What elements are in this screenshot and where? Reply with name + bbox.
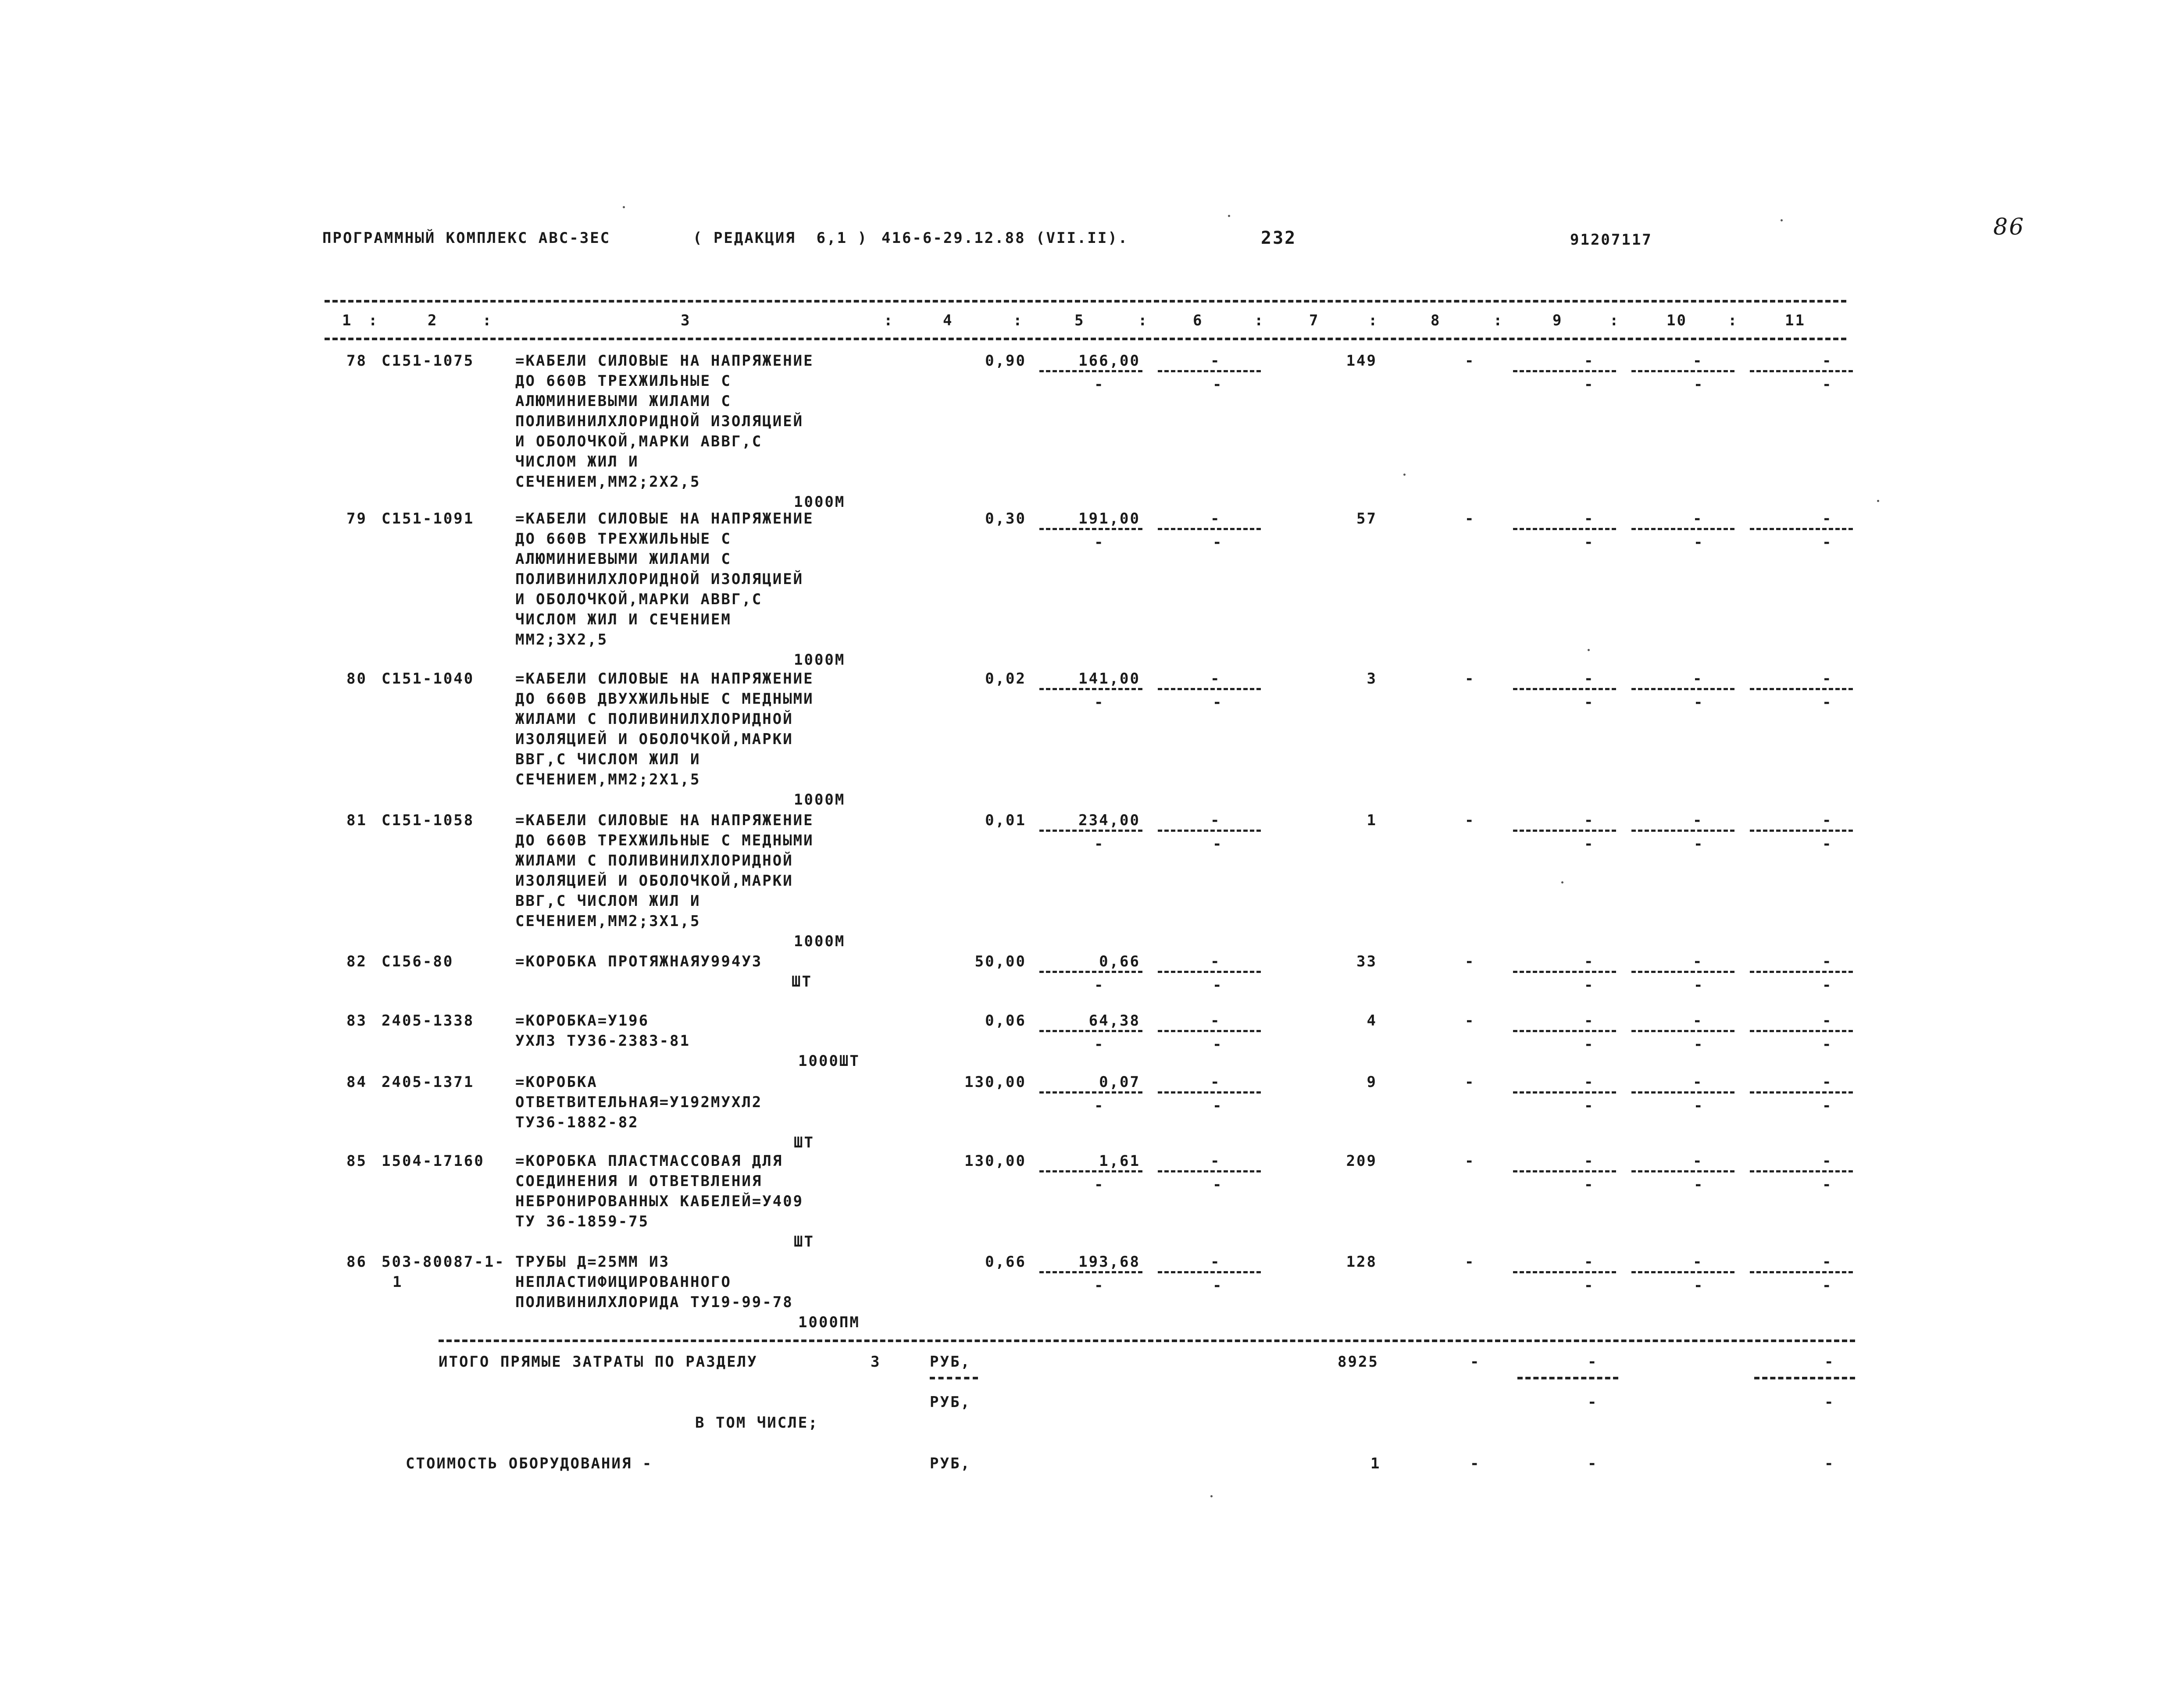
item-underline-10 [1631, 528, 1734, 530]
item-underline-11 [1750, 971, 1853, 973]
item-description-line: ТУ36-1882-82 [515, 1114, 639, 1131]
item-col6: - [1210, 1253, 1221, 1271]
col-number-4: 4 [943, 312, 953, 329]
col-separator: : [1368, 312, 1379, 329]
item-col10-sub: - [1694, 1036, 1704, 1053]
item-col9: - [1584, 812, 1595, 829]
item-col10-sub: - [1694, 1176, 1704, 1194]
item-underline-9 [1513, 1091, 1616, 1094]
item-underline-5 [1039, 1271, 1142, 1273]
item-col6-sub: - [1213, 835, 1223, 853]
item-col8: - [1465, 670, 1475, 688]
totals-col11-sub: - [1824, 1393, 1835, 1411]
item-description-line: ММ2;3Х2,5 [515, 631, 608, 648]
item-col8: - [1465, 812, 1475, 829]
item-unit-price: 141,00 [1078, 670, 1140, 688]
item-col11-sub: - [1822, 1277, 1833, 1294]
item-col6: - [1210, 953, 1221, 970]
scan-speck [1588, 649, 1590, 651]
col-number-1: 1 [342, 312, 353, 329]
item-description-line: ЧИСЛОМ ЖИЛ И СЕЧЕНИЕМ [515, 611, 732, 628]
item-col10: - [1693, 1152, 1703, 1170]
item-unit: 1000М [794, 791, 846, 809]
item-description-line: НЕПЛАСТИФИЦИРОВАННОГО [515, 1273, 732, 1291]
item-unit: 1000ШТ [798, 1052, 860, 1070]
col-number-2: 2 [428, 312, 438, 329]
item-number: 86 [346, 1253, 367, 1271]
item-description-line: СЕЧЕНИЕМ,ММ2;3Х1,5 [515, 912, 701, 930]
item-code: С151-1091 [382, 510, 475, 527]
equipment-unit: РУБ, [930, 1455, 971, 1472]
item-number: 84 [346, 1073, 367, 1091]
item-description-line: =КОРОБКА=У196 [515, 1012, 649, 1030]
item-underline-10 [1631, 971, 1734, 973]
item-unit: 1000М [794, 933, 846, 950]
item-code-cont: 1 [393, 1273, 403, 1291]
item-col9-sub: - [1584, 534, 1595, 551]
item-description-line: ИЗОЛЯЦИЕЙ И ОБОЛОЧКОЙ,МАРКИ [515, 872, 793, 890]
col-separator: : [884, 312, 894, 329]
item-col9-sub: - [1584, 376, 1595, 393]
item-description-line: ЧИСЛОМ ЖИЛ И [515, 453, 639, 470]
item-underline-10 [1631, 1091, 1734, 1094]
item-col8: - [1465, 352, 1475, 370]
item-description-line: =КОРОБКА ПЛАСТМАССОВАЯ ДЛЯ [515, 1152, 783, 1170]
item-underline-6 [1158, 1271, 1261, 1273]
totals-col9: - [1588, 1353, 1598, 1371]
equipment-col8: - [1470, 1455, 1481, 1472]
item-description-line: =КОРОБКА [515, 1073, 598, 1091]
col-separator: : [1609, 312, 1620, 329]
item-underline-9 [1513, 1030, 1616, 1032]
item-quantity: 0,01 [985, 812, 1026, 829]
item-quantity: 0,02 [985, 670, 1026, 688]
item-unit-price: 191,00 [1078, 510, 1140, 527]
item-underline-9 [1513, 528, 1616, 530]
col-number-5: 5 [1074, 312, 1085, 329]
item-col5-sub: - [1094, 835, 1105, 853]
item-col11-sub: - [1822, 694, 1833, 711]
item-col6-sub: - [1213, 534, 1223, 551]
item-unit: ШТ [794, 1233, 814, 1251]
item-underline-9 [1513, 830, 1616, 832]
header-bottom-rule [325, 338, 1846, 340]
item-description-line: ПОЛИВИНИЛХЛОРИДНОЙ ИЗОЛЯЦИЕЙ [515, 570, 804, 588]
item-total: 209 [1346, 1152, 1377, 1170]
item-description-line: ДО 660В ТРЕХЖИЛЬНЫЕ С МЕДНЫМИ [515, 832, 814, 849]
item-total: 4 [1367, 1012, 1377, 1030]
col-number-9: 9 [1552, 312, 1563, 329]
item-quantity: 0,30 [985, 510, 1026, 527]
item-col9: - [1584, 953, 1595, 970]
item-underline-9 [1513, 971, 1616, 973]
item-col10: - [1693, 670, 1703, 688]
item-unit-price: 166,00 [1078, 352, 1140, 370]
item-underline-6 [1158, 1091, 1261, 1094]
totals-unit-2: РУБ, [930, 1393, 971, 1411]
item-col6-sub: - [1213, 1277, 1223, 1294]
item-underline-5 [1039, 1091, 1142, 1094]
col-separator: : [1138, 312, 1149, 329]
item-underline-6 [1158, 528, 1261, 530]
item-underline-5 [1039, 1170, 1142, 1172]
item-col8: - [1465, 1073, 1475, 1091]
col-separator: : [1013, 312, 1024, 329]
item-description-line: АЛЮМИНИЕВЫМИ ЖИЛАМИ С [515, 550, 732, 568]
item-col9: - [1584, 1012, 1595, 1030]
item-code: 503-80087-1- [382, 1253, 505, 1271]
item-col8: - [1465, 1253, 1475, 1271]
item-total: 57 [1356, 510, 1377, 527]
item-underline-6 [1158, 1170, 1261, 1172]
item-col11-sub: - [1822, 534, 1833, 551]
item-col11: - [1822, 953, 1833, 970]
item-description-line: ТРУБЫ Д=25ММ ИЗ [515, 1253, 670, 1271]
item-col9-sub: - [1584, 1036, 1595, 1053]
item-col9-sub: - [1584, 1176, 1595, 1194]
item-unit-price: 0,66 [1099, 953, 1140, 970]
item-underline-9 [1513, 370, 1616, 372]
item-description-line: И ОБОЛОЧКОЙ,МАРКИ АВВГ,С [515, 591, 763, 608]
item-underline-10 [1631, 1170, 1734, 1172]
col-separator: : [482, 312, 493, 329]
item-col6: - [1210, 812, 1221, 829]
item-underline-10 [1631, 688, 1734, 690]
totals-col9-sub: - [1588, 1393, 1598, 1411]
item-description-line: И ОБОЛОЧКОЙ,МАРКИ АВВГ,С [515, 433, 763, 450]
item-col10-sub: - [1694, 1277, 1704, 1294]
totals-underline-9 [1517, 1377, 1618, 1379]
col-number-10: 10 [1667, 312, 1687, 329]
item-number: 85 [346, 1152, 367, 1170]
item-description-line: ДО 660В ДВУХЖИЛЬНЫЕ С МЕДНЫМИ [515, 690, 814, 708]
item-number: 82 [346, 953, 367, 970]
including-label: В ТОМ ЧИСЛЕ; [695, 1414, 819, 1432]
item-description-line: =КАБЕЛИ СИЛОВЫЕ НА НАПРЯЖЕНИЕ [515, 510, 814, 527]
scan-speck [1403, 474, 1406, 476]
item-description-line: =КАБЕЛИ СИЛОВЫЕ НА НАПРЯЖЕНИЕ [515, 352, 814, 370]
item-underline-6 [1158, 971, 1261, 973]
item-code: 2405-1371 [382, 1073, 475, 1091]
item-underline-5 [1039, 370, 1142, 372]
col-separator: : [1493, 312, 1504, 329]
item-col5-sub: - [1094, 694, 1105, 711]
item-quantity: 50,00 [974, 953, 1026, 970]
item-col8: - [1465, 1012, 1475, 1030]
header-top-rule [325, 300, 1846, 303]
item-underline-10 [1631, 1030, 1734, 1032]
item-col6: - [1210, 1012, 1221, 1030]
col-number-11: 11 [1785, 312, 1806, 329]
item-col10-sub: - [1694, 376, 1704, 393]
equipment-col11: - [1824, 1455, 1835, 1472]
item-col10: - [1693, 1253, 1703, 1271]
item-unit: ШТ [792, 973, 812, 990]
item-underline-11 [1750, 1271, 1853, 1273]
item-col5-sub: - [1094, 1097, 1105, 1115]
totals-col8: - [1470, 1353, 1481, 1371]
item-quantity: 130,00 [964, 1152, 1026, 1170]
col-number-3: 3 [681, 312, 691, 329]
page-number: 232 [1261, 228, 1297, 248]
totals-rule [439, 1340, 1855, 1342]
item-description-line: ВВГ,С ЧИСЛОМ ЖИЛ И [515, 892, 701, 910]
item-description-line: ДО 660В ТРЕХЖИЛЬНЫЕ С [515, 530, 732, 548]
item-unit: 1000М [794, 493, 846, 511]
item-underline-6 [1158, 830, 1261, 832]
item-col9-sub: - [1584, 694, 1595, 711]
equipment-col9: - [1588, 1455, 1598, 1472]
program-name: ПРОГРАММНЫЙ КОМПЛЕКС АВС-3ЕС [322, 229, 611, 247]
item-col9: - [1584, 1253, 1595, 1271]
item-col6: - [1210, 670, 1221, 688]
item-col11: - [1822, 812, 1833, 829]
item-col11-sub: - [1822, 376, 1833, 393]
item-description-line: ДО 660В ТРЕХЖИЛЬНЫЕ С [515, 372, 732, 390]
item-description-line: ЖИЛАМИ С ПОЛИВИНИЛХЛОРИДНОЙ [515, 852, 793, 869]
item-underline-5 [1039, 971, 1142, 973]
item-code: С151-1058 [382, 812, 475, 829]
item-number: 80 [346, 670, 367, 688]
item-col10-sub: - [1694, 694, 1704, 711]
item-description-line: ПОЛИВИНИЛХЛОРИДА ТУ19-99-78 [515, 1293, 793, 1311]
item-col8: - [1465, 953, 1475, 970]
item-description-line: НЕБРОНИРОВАННЫХ КАБЕЛЕЙ=У409 [515, 1193, 804, 1210]
item-underline-11 [1750, 830, 1853, 832]
col-number-7: 7 [1309, 312, 1320, 329]
item-col10-sub: - [1694, 1097, 1704, 1115]
item-number: 78 [346, 352, 367, 370]
item-col11: - [1822, 1253, 1833, 1271]
item-col6-sub: - [1213, 976, 1223, 994]
item-total: 33 [1356, 953, 1377, 970]
item-col8: - [1465, 1152, 1475, 1170]
item-underline-11 [1750, 1170, 1853, 1172]
item-col9: - [1584, 352, 1595, 370]
item-col11-sub: - [1822, 976, 1833, 994]
totals-label: ИТОГО ПРЯМЫЕ ЗАТРАТЫ ПО РАЗДЕЛУ [439, 1353, 758, 1371]
item-col11: - [1822, 510, 1833, 527]
item-col10: - [1693, 510, 1703, 527]
item-code: С151-1040 [382, 670, 475, 688]
item-col10-sub: - [1694, 835, 1704, 853]
item-number: 79 [346, 510, 367, 527]
reference: 416-6-29.12.88 (VII.II). [881, 229, 1129, 247]
equipment-label: СТОИМОСТЬ ОБОРУДОВАНИЯ - [406, 1455, 653, 1472]
col-number-6: 6 [1193, 312, 1203, 329]
item-total: 149 [1346, 352, 1377, 370]
item-underline-11 [1750, 688, 1853, 690]
item-underline-5 [1039, 528, 1142, 530]
item-total: 1 [1367, 812, 1377, 829]
item-col9: - [1584, 1152, 1595, 1170]
totals-underline-4 [930, 1377, 978, 1379]
col-separator: : [368, 312, 379, 329]
item-unit-price: 1,61 [1099, 1152, 1140, 1170]
item-number: 81 [346, 812, 367, 829]
item-col11: - [1822, 352, 1833, 370]
scan-speck [623, 206, 625, 208]
item-underline-9 [1513, 688, 1616, 690]
item-col9-sub: - [1584, 835, 1595, 853]
item-col6: - [1210, 1152, 1221, 1170]
item-number: 83 [346, 1012, 367, 1030]
item-code: 2405-1338 [382, 1012, 475, 1030]
item-unit-price: 234,00 [1078, 812, 1140, 829]
item-quantity: 130,00 [964, 1073, 1026, 1091]
item-underline-10 [1631, 370, 1734, 372]
totals-unit: РУБ, [930, 1353, 971, 1371]
item-underline-10 [1631, 1271, 1734, 1273]
item-col11-sub: - [1822, 1036, 1833, 1053]
item-total: 3 [1367, 670, 1377, 688]
item-underline-9 [1513, 1170, 1616, 1172]
item-col5-sub: - [1094, 1277, 1105, 1294]
item-underline-11 [1750, 1030, 1853, 1032]
edition: ( РЕДАКЦИЯ 6,1 ) [693, 229, 868, 247]
item-col6-sub: - [1213, 1036, 1223, 1053]
item-col5-sub: - [1094, 1176, 1105, 1194]
item-underline-11 [1750, 528, 1853, 530]
item-underline-5 [1039, 688, 1142, 690]
item-description-line: =КАБЕЛИ СИЛОВЫЕ НА НАПРЯЖЕНИЕ [515, 670, 814, 688]
item-underline-10 [1631, 830, 1734, 832]
document-code: 91207117 [1570, 231, 1652, 249]
item-description-line: ОТВЕТВИТЕЛЬНАЯ=У192МУХЛ2 [515, 1094, 763, 1111]
item-description-line: ИЗОЛЯЦИЕЙ И ОБОЛОЧКОЙ,МАРКИ [515, 730, 793, 748]
item-col10-sub: - [1694, 534, 1704, 551]
equipment-total: 1 [1370, 1455, 1381, 1472]
scan-speck [1228, 215, 1230, 217]
item-quantity: 0,06 [985, 1012, 1026, 1030]
item-description-line: СЕЧЕНИЕМ,ММ2;2Х2,5 [515, 473, 701, 491]
item-col6: - [1210, 352, 1221, 370]
item-unit-price: 0,07 [1099, 1073, 1140, 1091]
item-col9: - [1584, 510, 1595, 527]
item-code: С151-1075 [382, 352, 475, 370]
scan-speck [1210, 1495, 1213, 1497]
item-underline-6 [1158, 1030, 1261, 1032]
item-description-line: СОЕДИНЕНИЯ И ОТВЕТВЛЕНИЯ [515, 1172, 763, 1190]
scan-speck [1781, 219, 1783, 221]
item-description-line: ВВГ,С ЧИСЛОМ ЖИЛ И [515, 751, 701, 768]
totals-section: 3 [871, 1353, 881, 1371]
item-description-line: =КОРОБКА ПРОТЯЖНАЯУ994У3 [515, 953, 763, 970]
totals-col11: - [1824, 1353, 1835, 1371]
item-col11-sub: - [1822, 1097, 1833, 1115]
item-col10: - [1693, 812, 1703, 829]
item-col10: - [1693, 1073, 1703, 1091]
item-col6-sub: - [1213, 1097, 1223, 1115]
item-total: 128 [1346, 1253, 1377, 1271]
col-number-8: 8 [1431, 312, 1441, 329]
item-col6-sub: - [1213, 694, 1223, 711]
item-col6-sub: - [1213, 1176, 1223, 1194]
item-description-line: ЖИЛАМИ С ПОЛИВИНИЛХЛОРИДНОЙ [515, 710, 793, 728]
item-underline-11 [1750, 1091, 1853, 1094]
item-description-line: УХЛ3 ТУ36-2383-81 [515, 1032, 690, 1050]
item-col11: - [1822, 1152, 1833, 1170]
item-underline-6 [1158, 688, 1261, 690]
item-description-line: СЕЧЕНИЕМ,ММ2;2Х1,5 [515, 771, 701, 788]
item-unit: ШТ [794, 1134, 814, 1151]
item-col11-sub: - [1822, 835, 1833, 853]
item-col6: - [1210, 510, 1221, 527]
item-col5-sub: - [1094, 534, 1105, 551]
item-description-line: ТУ 36-1859-75 [515, 1213, 649, 1230]
totals-underline-11 [1754, 1377, 1855, 1379]
item-quantity: 0,66 [985, 1253, 1026, 1271]
item-col9: - [1584, 670, 1595, 688]
item-col10: - [1693, 953, 1703, 970]
item-col9-sub: - [1584, 1097, 1595, 1115]
scan-speck [1877, 500, 1879, 502]
item-total: 9 [1367, 1073, 1377, 1091]
item-col11: - [1822, 1073, 1833, 1091]
item-underline-5 [1039, 1030, 1142, 1032]
item-col5-sub: - [1094, 1036, 1105, 1053]
item-col11: - [1822, 1012, 1833, 1030]
item-underline-11 [1750, 370, 1853, 372]
item-unit: 1000М [794, 651, 846, 669]
totals-amount: 8925 [1338, 1353, 1379, 1371]
item-code: 1504-17160 [382, 1152, 485, 1170]
item-col10: - [1693, 352, 1703, 370]
item-description-line: =КАБЕЛИ СИЛОВЫЕ НА НАПРЯЖЕНИЕ [515, 812, 814, 829]
col-separator: : [1728, 312, 1738, 329]
col-separator: : [1254, 312, 1265, 329]
item-col9: - [1584, 1073, 1595, 1091]
item-col5-sub: - [1094, 376, 1105, 393]
item-col9-sub: - [1584, 1277, 1595, 1294]
item-col5-sub: - [1094, 976, 1105, 994]
item-underline-9 [1513, 1271, 1616, 1273]
item-code: С156-80 [382, 953, 454, 970]
item-col10-sub: - [1694, 976, 1704, 994]
item-unit: 1000ПМ [798, 1314, 860, 1331]
item-col10: - [1693, 1012, 1703, 1030]
item-quantity: 0,90 [985, 352, 1026, 370]
sheet-number: 86 [1993, 214, 2025, 240]
item-col11: - [1822, 670, 1833, 688]
item-underline-6 [1158, 370, 1261, 372]
item-description-line: АЛЮМИНИЕВЫМИ ЖИЛАМИ С [515, 392, 732, 410]
item-col8: - [1465, 510, 1475, 527]
item-col11-sub: - [1822, 1176, 1833, 1194]
scan-speck [1561, 881, 1563, 884]
item-underline-5 [1039, 830, 1142, 832]
item-description-line: ПОЛИВИНИЛХЛОРИДНОЙ ИЗОЛЯЦИЕЙ [515, 413, 804, 430]
item-unit-price: 64,38 [1088, 1012, 1140, 1030]
item-col6-sub: - [1213, 376, 1223, 393]
item-unit-price: 193,68 [1078, 1253, 1140, 1271]
item-col6: - [1210, 1073, 1221, 1091]
item-col9-sub: - [1584, 976, 1595, 994]
